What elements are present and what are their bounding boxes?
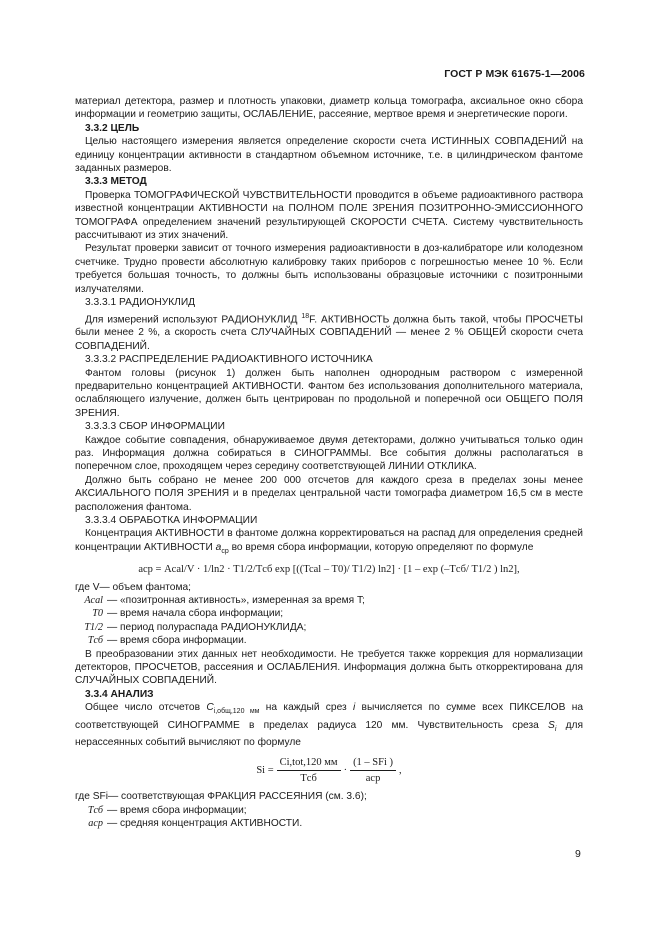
fraction-denominator: aср	[365, 772, 381, 784]
subsection-heading: 3.3.3.2 РАСПРЕДЕЛЕНИЕ РАДИОАКТИВНОГО ИСТОЧНИКА	[85, 354, 373, 366]
definition-text: — соответствующая ФРАКЦИЯ РАССЕЯНИЯ (см. 3.6);	[107, 791, 367, 803]
definition-row	[75, 621, 583, 634]
paragraph: Для измерений используют РАДИОНУКЛИД $^{18}$F. АКТИВНОСТЬ должна быть такой, чтобы ПРОСЧЕТЫ были менее 2 %, а скорость счета СЛУЧАЙНЫХ СОВПАДЕНИЙ — менее 2 % ОБЩЕЙ скорости счета СОВПАДЕНИЙ.	[75, 312, 583, 352]
paragraph: Общее число отсчетов $C_{i,общ,120 мм}$ на каждый срез i вычисляется по сумме всех ПИКСЕЛОВ на соответствующей СИНОГРАММЕ в пределах радиуса 120 мм. Чувствительность среза $S_i$ для нерассеянных событий вычисляют по формуле	[75, 702, 583, 749]
paragraph: Результат проверки зависит от точного измерения радиоактивности в доз-калибраторе или колодезном счетчике. Трудно провести абсолютную калибровку таких приборов с погрешностью менее 10 %. Если требуется большая точность, то должны быть использованы образцовые источники с позитронными излучателями.	[75, 243, 583, 295]
subsection-heading: 3.3.3.3 СБОР ИНФОРМАЦИИ	[85, 421, 225, 433]
paragraph: Фантом головы (рисунок 1) должен быть наполнен однородным раствором с измеренной предварительно концентрацией АКТИВНОСТИ. Фантом без использования дополнительного материала, ослабляющего излучение, должен быть центрирован по продольной и поперечной оси ОБЩЕГО ПОЛЯ ЗРЕНИЯ.	[75, 367, 583, 419]
definition-symbol: Acal	[84, 595, 103, 607]
subsection-heading: 3.3.3.1 РАДИОНУКЛИД	[85, 297, 196, 309]
definition-symbol: где SFi	[75, 791, 108, 803]
variable-definitions	[75, 581, 583, 648]
definition-symbol: Tсб	[87, 635, 103, 647]
definition-symbol: T1/2	[84, 621, 103, 633]
definition-row	[75, 790, 583, 803]
formula-tail: ,	[399, 764, 402, 776]
paragraph: Каждое событие совпадения, обнаруживаемое двумя детекторами, должно учитываться только один раз. Информация должна собираться в СИНОГРАММЫ. Все события должны располагаться в поперечном слое, проходящем через середину соответствующей ЛИНИИ ОТКЛИКА.	[75, 434, 583, 473]
variable-definitions	[75, 790, 583, 830]
fraction-numerator: Ci,tot,120 мм	[277, 756, 341, 771]
definition-row	[75, 817, 583, 830]
definition-row	[75, 581, 583, 594]
standard-header: ГОСТ Р МЭК 61675-1—2006	[444, 68, 585, 80]
page-number: 9	[575, 848, 581, 860]
subsection-heading: 3.3.3.4 ОБРАБОТКА ИНФОРМАЦИИ	[85, 514, 258, 526]
definition-text: — «позитронная активность», измеренная за время T;	[107, 595, 365, 607]
definition-text: — время начала сбора информации;	[107, 608, 284, 620]
section-heading: 3.3.3 МЕТОД	[85, 176, 147, 188]
paragraph: Концентрация АКТИВНОСТИ в фантоме должна корректироваться на распад для определения средней концентрации АКТИВНОСТИ $a_{ср}$ во время сбора информации, которую определяют по формуле	[75, 528, 583, 555]
paragraph: Проверка ТОМОГРАФИЧЕСКОЙ ЧУВСТВИТЕЛЬНОСТИ проводится в объеме радиоактивного раствора известной концентрации АКТИВНОСТИ на ПОЛНОМ ПОЛЕ ЗРЕНИЯ ПОЗИТРОННО-ЭМИССИОННОГО ТОМОГРАФА определением значений результирующей СКОРОСТИ СЧЕТА. Систему чувствительность рассчитывают из этих значений.	[75, 189, 583, 242]
definition-symbol: где V	[75, 581, 100, 593]
sensitivity-formula	[75, 756, 583, 786]
section-heading: 3.3.2 ЦЕЛЬ	[85, 122, 140, 134]
definition-text: — время сбора информации;	[107, 804, 247, 816]
definition-row	[75, 804, 583, 817]
definition-text: — средняя концентрация АКТИВНОСТИ.	[107, 818, 303, 830]
page-content	[75, 95, 583, 831]
paragraph: Целью настоящего измерения является определение скорости счета ИСТИННЫХ СОВПАДЕНИЙ на единицу концентрации активности в стандартном объемном источнике, т.е. в цилиндрическом фантоме заданных размеров.	[75, 136, 583, 175]
definition-text: — время сбора информации.	[107, 635, 247, 647]
fraction-denominator: Tсб	[300, 772, 317, 784]
definition-symbol: T0	[92, 608, 103, 620]
decay-formula: aср = Acal/V · 1/ln2 · T1/2/Tсб exp [((Tcal – T0)/ T1/2) ln2] · [1 – exp (–Tсб/ T1/2 ) ln2],	[138, 564, 520, 576]
formula-lhs: Si =	[256, 764, 274, 776]
definition-row	[75, 594, 583, 607]
fraction	[350, 756, 396, 786]
definition-row	[75, 607, 583, 620]
fraction-numerator: (1 – SFi )	[350, 756, 396, 771]
definition-symbol: Tсб	[87, 804, 103, 816]
definition-text: — объем фантома;	[99, 581, 191, 593]
definition-symbol: aср	[88, 818, 103, 830]
definition-text: — период полураспада РАДИОНУКЛИДА;	[107, 621, 307, 633]
fraction	[277, 756, 341, 786]
paragraph: В преобразовании этих данных нет необходимости. Не требуется также коррекция для нормализации детекторов, ПРОСЧЕТОВ, рассеяния и ОСЛАБЛЕНИЯ. Информация должна быть откорректирована для СЛУЧАЙНЫХ СОВПАДЕНИЙ.	[75, 648, 583, 687]
multiply-dot: ·	[343, 764, 348, 776]
paragraph: материал детектора, размер и плотность упаковки, диаметр кольца томографа, аксиальное окно сбора информации и геометрию защиты, ОСЛАБЛЕНИЕ, рассеяние, мертвое время и энергетические пороги.	[75, 96, 583, 121]
definition-row	[75, 634, 583, 647]
paragraph: Должно быть собрано не менее 200 000 отсчетов для каждого среза в пределах зоны менее АКСИАЛЬНОГО ПОЛЯ ЗРЕНИЯ и в пределах центральной части томографа диаметром 16,5 см в месте расположения фантома.	[75, 474, 583, 513]
section-heading: 3.3.4 АНАЛИЗ	[85, 688, 154, 700]
